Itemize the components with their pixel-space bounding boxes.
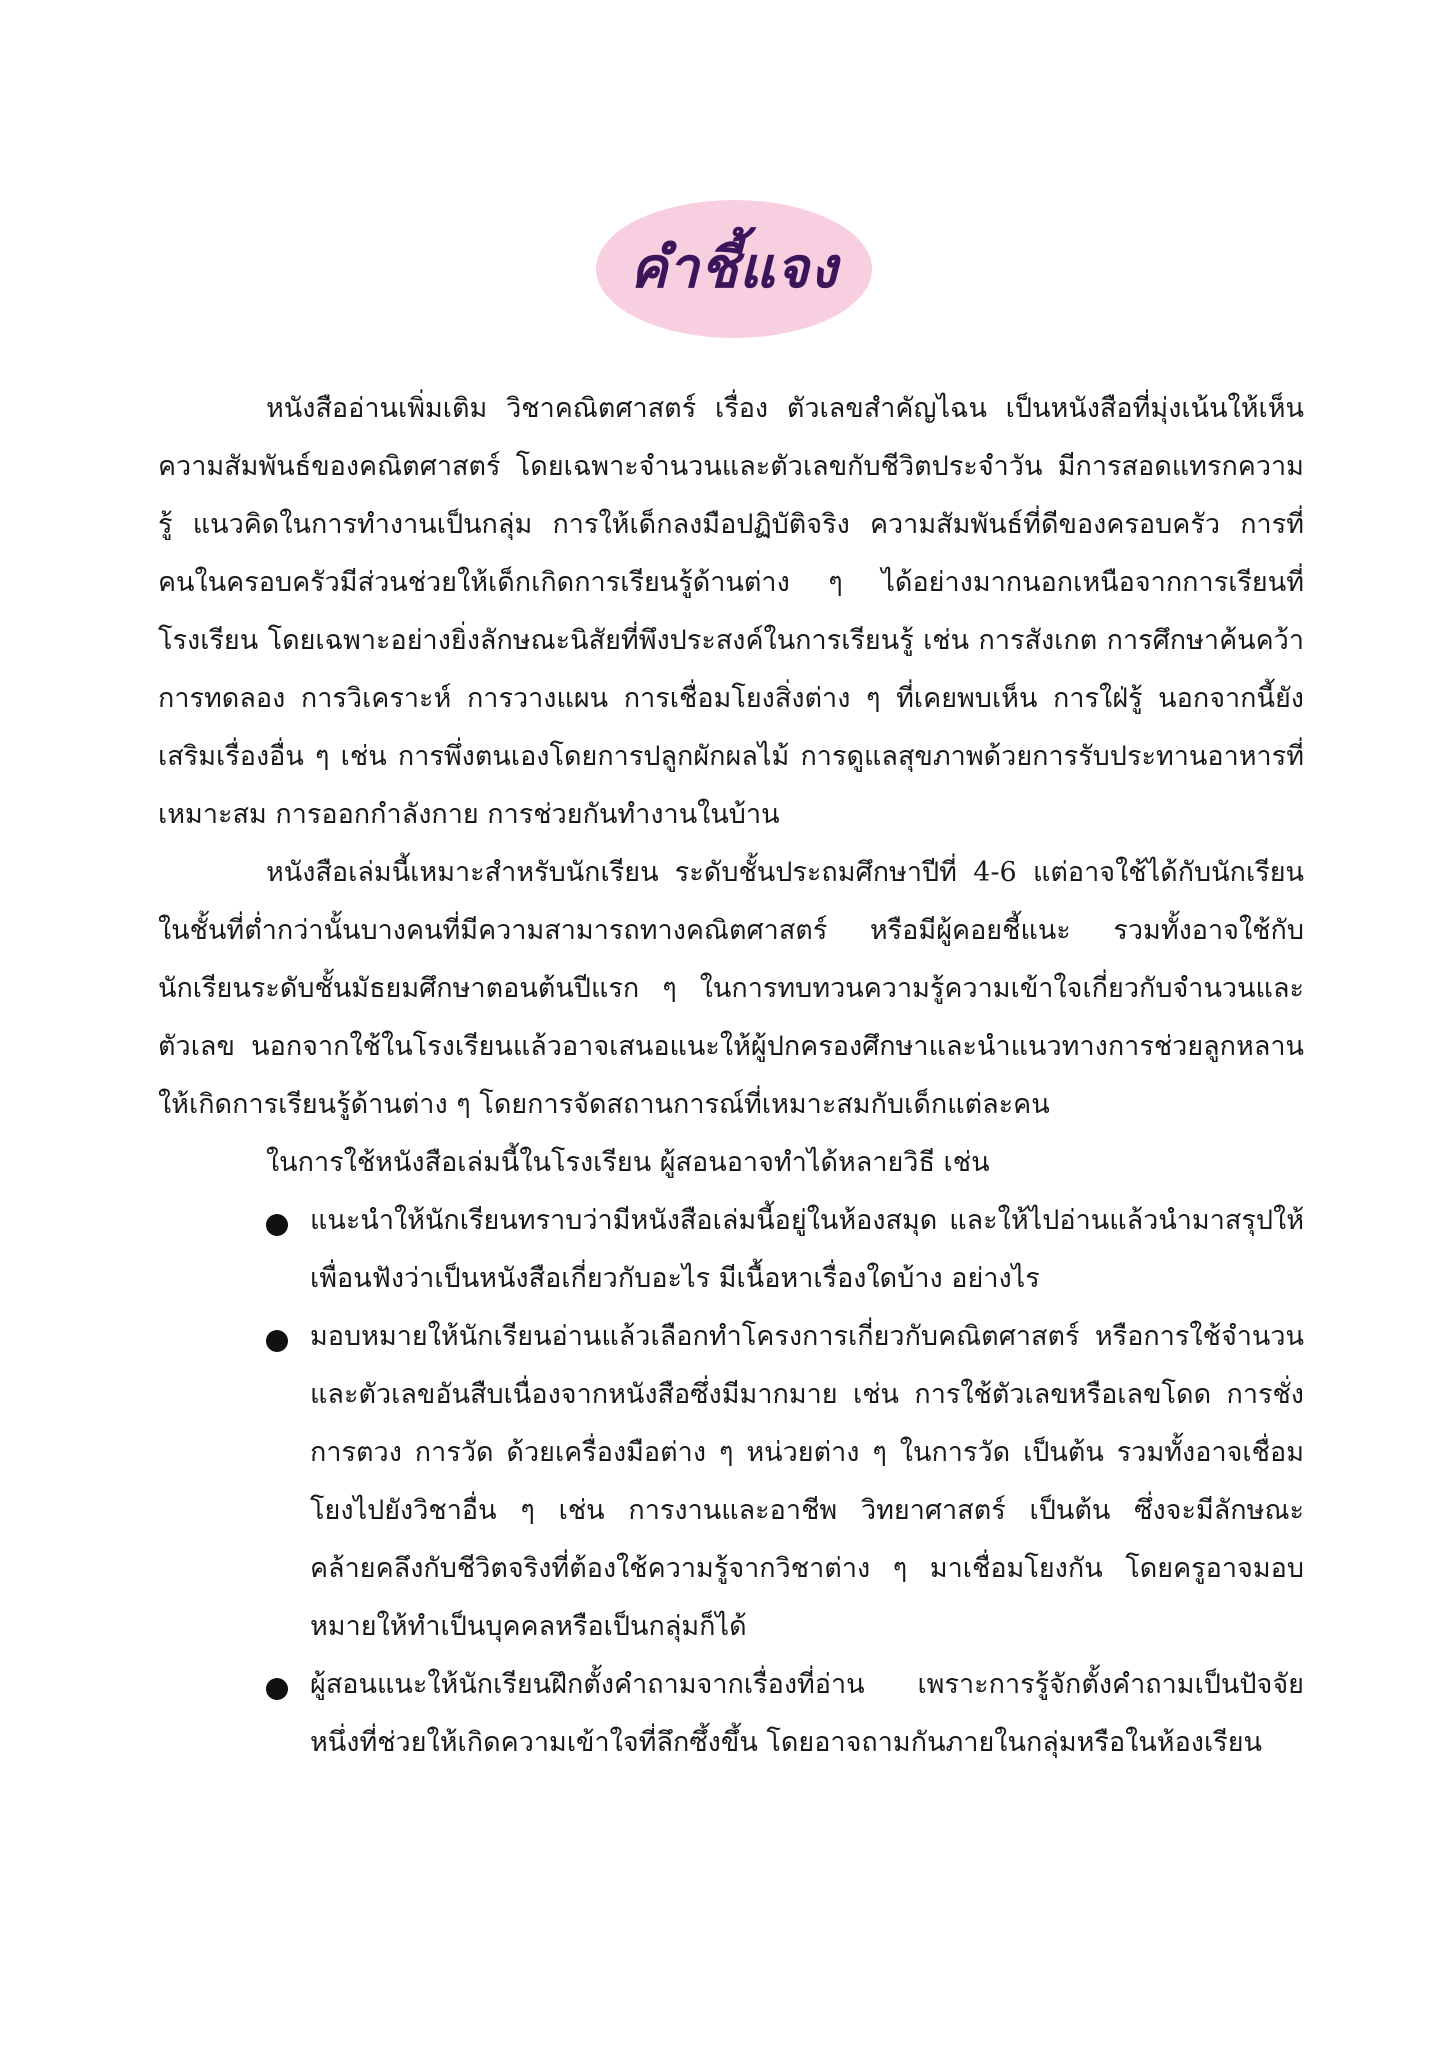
- bullet-icon: [266, 1330, 288, 1352]
- title-badge: [596, 200, 872, 338]
- list-item: [158, 1192, 1304, 1308]
- page-title: คำชี้แจง: [629, 234, 839, 301]
- list-intro: ในการใช้หนังสือเล่มนี้ในโรงเรียน ผู้สอนอาจทำได้หลายวิธี เช่น: [266, 1147, 990, 1178]
- paragraph-intro: หนังสืออ่านเพิ่มเติม วิชาคณิตศาสตร์ เรื่อง ตัวเลขสำคัญไฉน เป็นหนังสือที่มุ่งเน้นให้เห็นความสัมพันธ์ของคณิตศาสตร์ โดยเฉพาะจำนวนและตัวเลขกับชีวิตประจำวัน มีการสอดแทรกความรู้ แนวคิดในการทำงานเป็นกลุ่ม การให้เด็กลงมือปฏิบัติจริง ความสัมพันธ์ที่ดีของครอบครัว การที่คนในครอบครัวมีส่วนช่วยให้เด็กเกิดการเรียนรู้ด้านต่าง ๆ ได้อย่างมากนอกเหนือจากการเรียนที่โรงเรียน โดยเฉพาะอย่างยิ่งลักษณะนิสัยที่พึงประสงค์ในการเรียนรู้ เช่น การสังเกต การศึกษาค้นคว้า การทดลอง การวิเคราะห์ การวางแผน การเชื่อมโยงสิ่งต่าง ๆ ที่เคยพบเห็น การใฝ่รู้ นอกจากนี้ยังเสริมเรื่องอื่น ๆ เช่น การพึ่งตนเองโดยการปลูกผักผลไม้ การดูแลสุขภาพด้วยการรับประทานอาหารที่เหมาะสม การออกกำลังกาย การช่วยกันทำงานในบ้าน: [158, 393, 1304, 830]
- usage-list: [158, 1192, 1304, 1772]
- paragraph-audience: หนังสือเล่มนี้เหมาะสำหรับนักเรียน ระดับชั้นประถมศึกษาปีที่ 4-6 แต่อาจใช้ได้กับนักเรียนในชั้นที่ต่ำกว่านั้นบางคนที่มีความสามารถทางคณิตศาสตร์ หรือมีผู้คอยชี้แนะ รวมทั้งอาจใช้กับนักเรียนระดับชั้นมัธยมศึกษาตอนต้นปีแรก ๆ ในการทบทวนความรู้ความเข้าใจเกี่ยวกับจำนวนและตัวเลข นอกจากใช้ในโรงเรียนแล้วอาจเสนอแนะให้ผู้ปกครองศึกษาและนำแนวทางการช่วยลูกหลานให้เกิดการเรียนรู้ด้านต่าง ๆ โดยการจัดสถานการณ์ที่เหมาะสมกับเด็กแต่ละคน: [158, 857, 1304, 1120]
- list-item-text: แนะนำให้นักเรียนทราบว่ามีหนังสือเล่มนี้อยู่ในห้องสมุด และให้ไปอ่านแล้วนำมาสรุปให้เพื่อนฟังว่าเป็นหนังสือเกี่ยวกับอะไร มีเนื้อหาเรื่องใดบ้าง อย่างไร: [310, 1205, 1304, 1294]
- list-item-text: ผู้สอนแนะให้นักเรียนฝึกตั้งคำถามจากเรื่องที่อ่าน เพราะการรู้จักตั้งคำถามเป็นปัจจัยหนึ่งที่ช่วยให้เกิดความเข้าใจที่ลึกซึ้งขึ้น โดยอาจถามกันภายในกลุ่มหรือในห้องเรียน: [310, 1669, 1304, 1758]
- list-item: [158, 1308, 1304, 1656]
- bullet-icon: [266, 1678, 288, 1700]
- body-content: [158, 380, 1304, 1772]
- list-item: [158, 1656, 1304, 1772]
- list-item-text: มอบหมายให้นักเรียนอ่านแล้วเลือกทำโครงการเกี่ยวกับคณิตศาสตร์ หรือการใช้จำนวนและตัวเลขอันสืบเนื่องจากหนังสือซึ่งมีมากมาย เช่น การใช้ตัวเลขหรือเลขโดด การชั่ง การตวง การวัด ด้วยเครื่องมือต่าง ๆ หน่วยต่าง ๆ ในการวัด เป็นต้น รวมทั้งอาจเชื่อมโยงไปยังวิชาอื่น ๆ เช่น การงานและอาชีพ วิทยาศาสตร์ เป็นต้น ซึ่งจะมีลักษณะคล้ายคลึงกับชีวิตจริงที่ต้องใช้ความรู้จากวิชาต่าง ๆ มาเชื่อมโยงกัน โดยครูอาจมอบหมายให้ทำเป็นบุคคลหรือเป็นกลุ่มก็ได้: [310, 1321, 1304, 1642]
- bullet-icon: [266, 1214, 288, 1236]
